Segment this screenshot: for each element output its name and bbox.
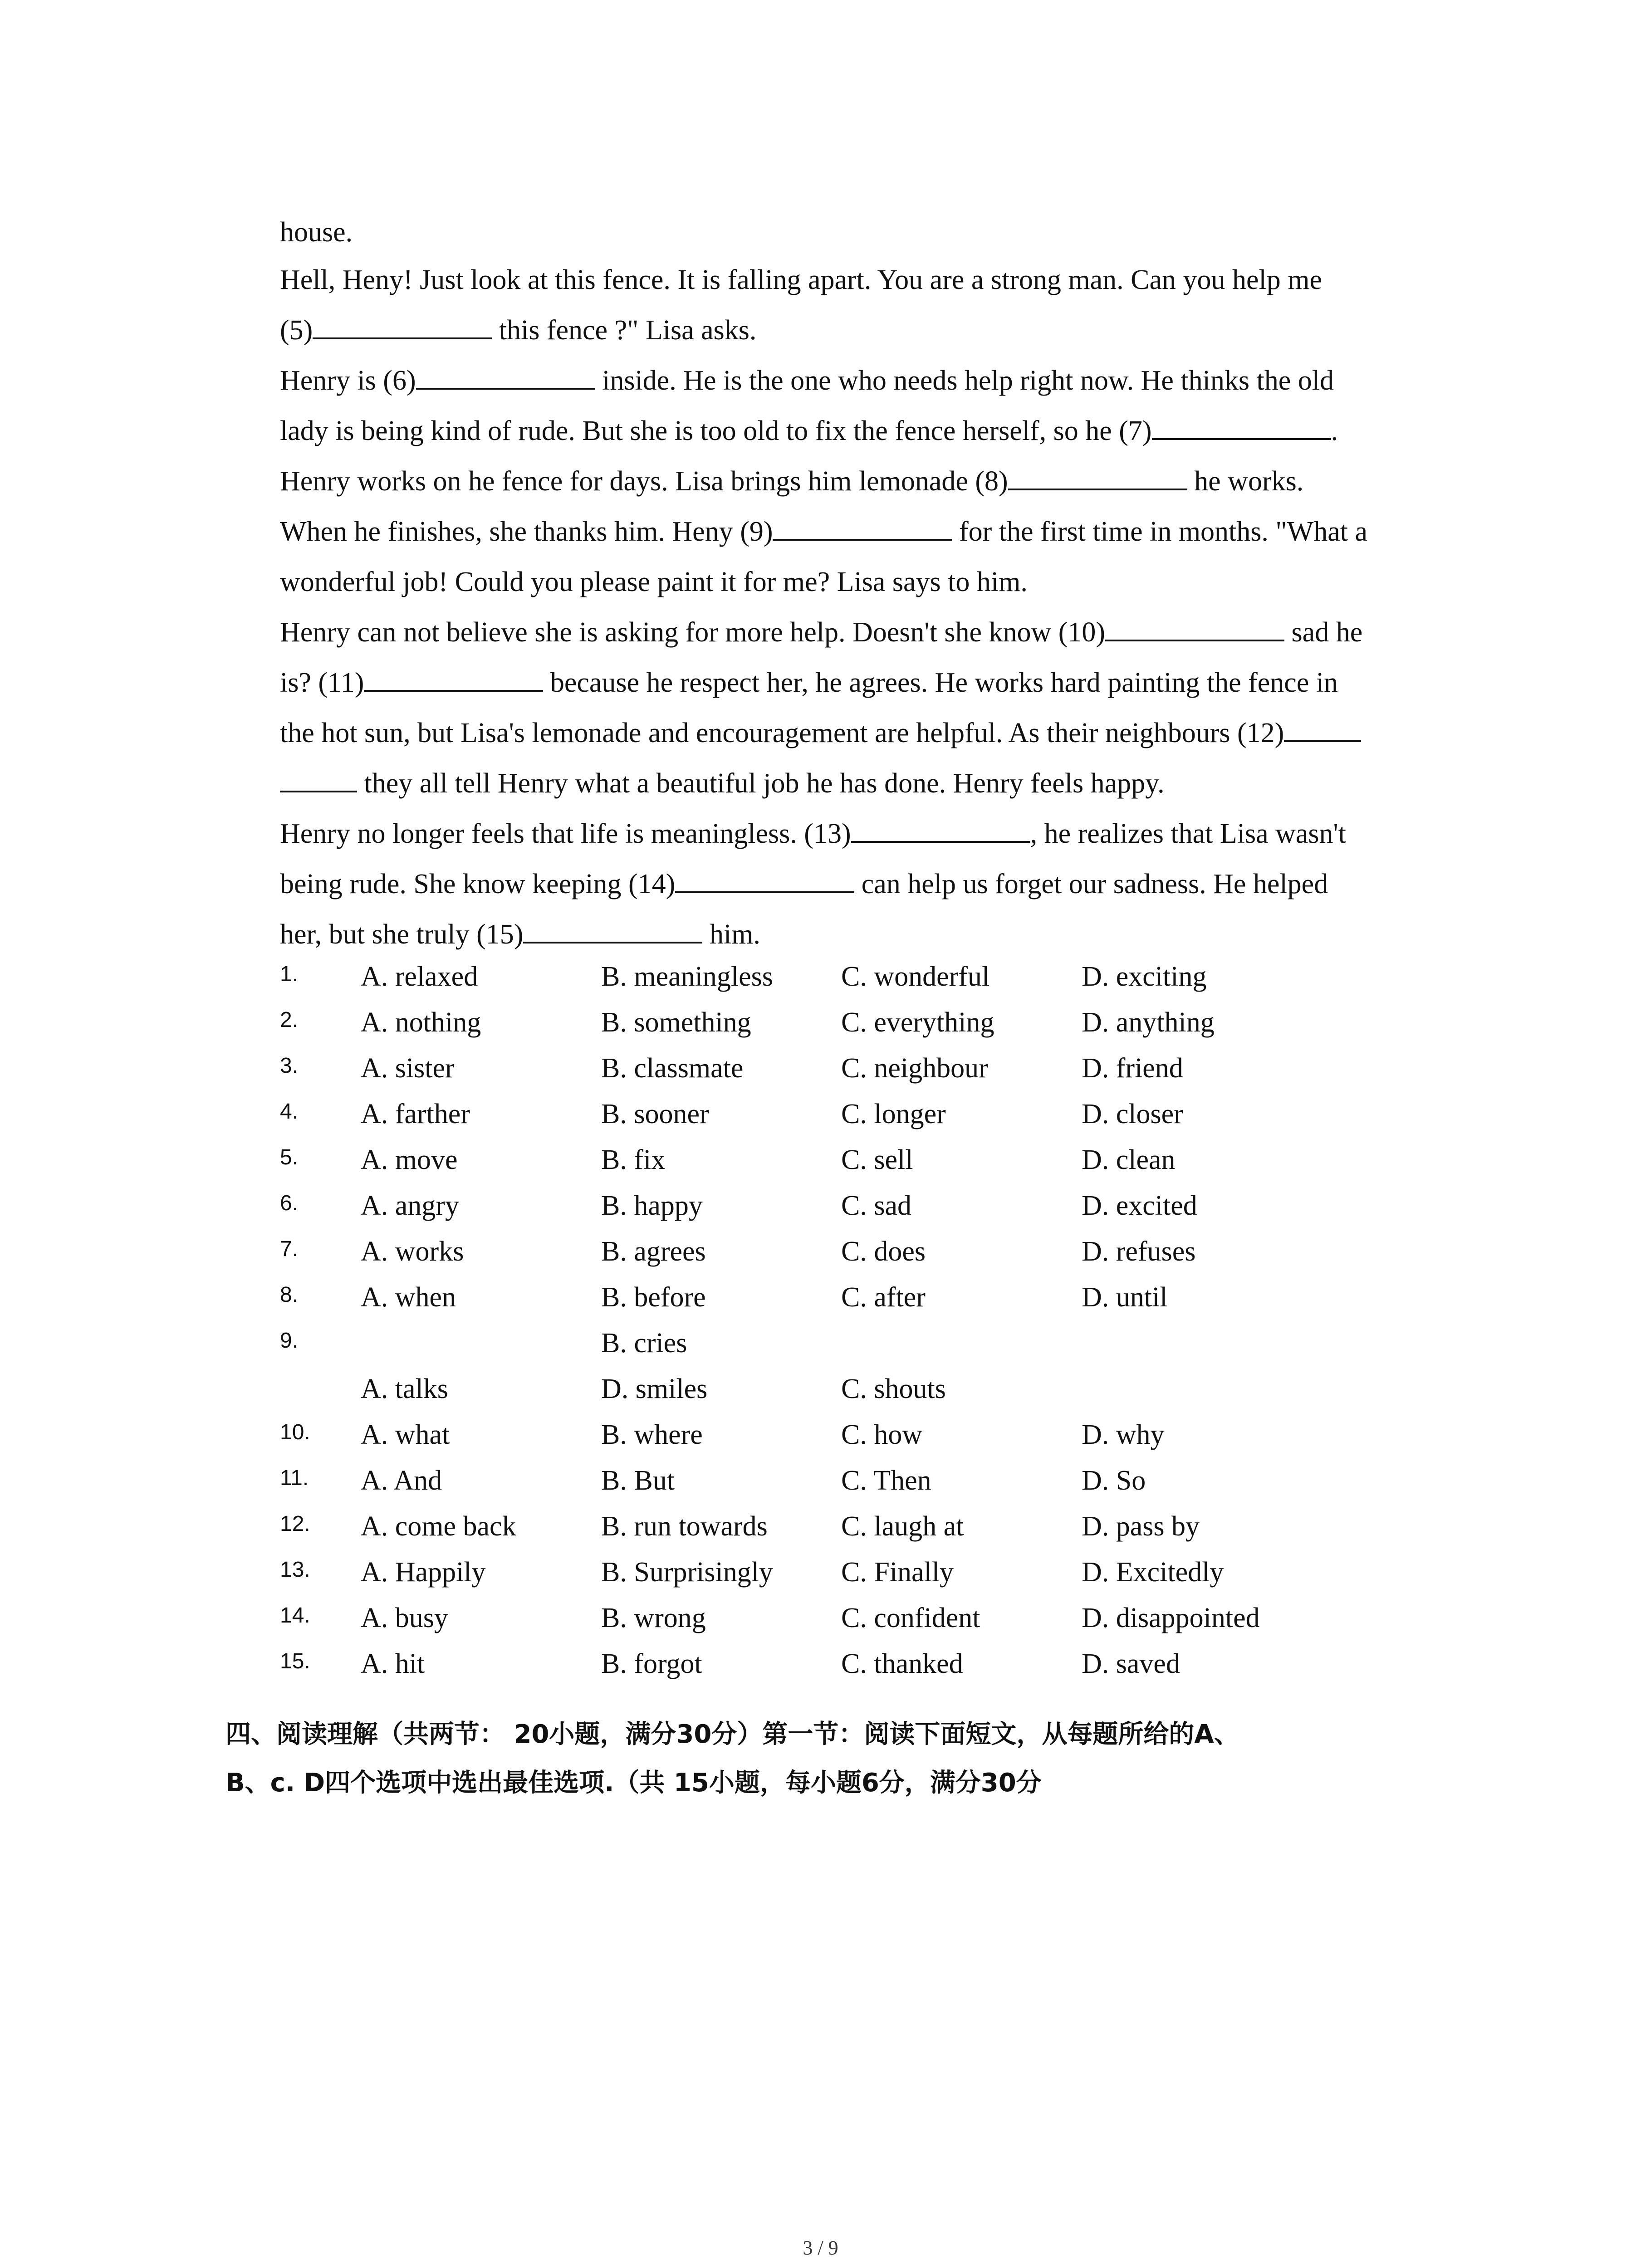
cloze-passage xyxy=(280,210,1460,960)
option-d[interactable]: D. saved xyxy=(1082,1648,1180,1679)
passage-line xyxy=(280,456,1460,507)
option-row xyxy=(280,1183,1369,1229)
answer-blank[interactable] xyxy=(364,665,543,692)
option-a[interactable]: A. when xyxy=(361,1282,456,1313)
passage-text: Henry can not believe she is asking for more help. Doesn't she know (10) xyxy=(280,617,1106,648)
passage-text: Henry is (6) xyxy=(280,365,416,396)
option-b[interactable]: B. Surprisingly xyxy=(601,1557,773,1588)
option-c[interactable]: C. does xyxy=(841,1236,926,1267)
option-b[interactable]: B. meaningless xyxy=(601,961,773,992)
passage-text: Henry no longer feels that life is meaningless. (13) xyxy=(280,818,851,849)
option-a[interactable]: A. angry xyxy=(361,1190,459,1221)
option-a[interactable]: A. busy xyxy=(361,1603,448,1633)
question-number: 5. xyxy=(280,1145,299,1169)
passage-line xyxy=(280,809,1460,859)
options-list xyxy=(280,954,1369,1687)
option-d[interactable]: D. anything xyxy=(1082,1007,1215,1038)
passage-line xyxy=(280,406,1460,456)
passage-line xyxy=(280,859,1460,909)
question-number: 3. xyxy=(280,1054,299,1078)
passage-line xyxy=(280,607,1460,658)
question-number: 11. xyxy=(280,1466,309,1490)
passage-text: house. xyxy=(280,217,353,248)
option-a[interactable]: A. hit xyxy=(361,1648,425,1679)
option-d[interactable]: D. exciting xyxy=(1082,961,1207,992)
passage-text: . xyxy=(1331,415,1338,446)
answer-blank[interactable] xyxy=(313,312,492,339)
passage-text: lady is being kind of rude. But she is too old to fix the fence herself, so he (7) xyxy=(280,415,1152,446)
option-c[interactable]: C. how xyxy=(841,1419,923,1450)
question-number: 13. xyxy=(280,1558,310,1582)
option-row xyxy=(280,1595,1369,1641)
answer-blank[interactable] xyxy=(1008,463,1187,490)
option-c[interactable]: C. sell xyxy=(841,1144,913,1175)
option-b[interactable]: B. run towards xyxy=(601,1511,768,1542)
option-b[interactable]: B. fix xyxy=(601,1144,666,1175)
option-c[interactable]: C. longer xyxy=(841,1099,946,1129)
question-number: 9. xyxy=(280,1329,299,1353)
option-row xyxy=(280,1549,1369,1595)
option-b[interactable]: B. But xyxy=(601,1465,675,1496)
option-d[interactable]: D. excited xyxy=(1082,1190,1197,1221)
answer-blank[interactable] xyxy=(851,816,1030,843)
option-b[interactable]: B. forgot xyxy=(601,1648,702,1679)
passage-line xyxy=(280,210,1460,255)
section-heading-line: 四、阅读理解（共两节： 20小题，满分30分）第一节：阅读下面短文，从每题所给的A、 xyxy=(225,1720,1239,1749)
option-b[interactable]: B. cries xyxy=(601,1328,687,1359)
answer-blank[interactable] xyxy=(1105,614,1284,641)
option-b[interactable]: B. agrees xyxy=(601,1236,706,1267)
option-row xyxy=(280,954,1369,1000)
option-a[interactable]: A. Happily xyxy=(361,1557,486,1588)
answer-blank[interactable] xyxy=(1284,715,1361,742)
passage-text: sad he xyxy=(1284,617,1363,648)
option-row xyxy=(280,1504,1369,1549)
option-c[interactable]: C. after xyxy=(841,1282,926,1313)
option-a[interactable]: A. relaxed xyxy=(361,961,478,992)
option-a[interactable]: A. farther xyxy=(361,1099,470,1129)
option-d[interactable]: D. pass by xyxy=(1082,1511,1200,1542)
section-heading xyxy=(225,1710,1450,1807)
passage-text: the hot sun, but Lisa's lemonade and encouragement are helpful. As their neighbours (12) xyxy=(280,718,1284,748)
answer-blank[interactable] xyxy=(523,916,702,943)
passage-line xyxy=(280,909,1460,960)
option-a[interactable]: A. come back xyxy=(361,1511,516,1542)
question-number: 6. xyxy=(280,1191,299,1215)
option-b[interactable]: B. sooner xyxy=(601,1099,709,1129)
option-d[interactable]: D. why xyxy=(1082,1419,1165,1450)
option-d[interactable]: D. friend xyxy=(1082,1053,1183,1084)
option-row xyxy=(280,1046,1369,1091)
option-c[interactable]: C. confident xyxy=(841,1603,980,1633)
option-a[interactable]: A. talks xyxy=(361,1374,448,1404)
passage-line xyxy=(280,658,1460,708)
question-number: 15. xyxy=(280,1649,310,1673)
passage-text: (5) xyxy=(280,315,313,346)
option-d[interactable]: D. until xyxy=(1082,1282,1168,1313)
option-row xyxy=(280,1137,1369,1183)
question-number: 2. xyxy=(280,1008,299,1032)
question-number: 8. xyxy=(280,1283,299,1307)
option-b[interactable]: B. wrong xyxy=(601,1603,706,1633)
option-row xyxy=(280,1641,1369,1687)
option-a[interactable]: A. what xyxy=(361,1419,450,1450)
passage-text: he works. xyxy=(1187,466,1304,497)
option-d[interactable]: D. Excitedly xyxy=(1082,1557,1224,1588)
option-d[interactable]: D. disappointed xyxy=(1082,1603,1260,1633)
question-number: 12. xyxy=(280,1512,310,1536)
passage-line xyxy=(280,507,1460,557)
option-a[interactable]: A. nothing xyxy=(361,1007,481,1038)
option-c[interactable]: C. sad xyxy=(841,1190,911,1221)
option-a[interactable]: A. sister xyxy=(361,1053,455,1084)
section-heading-line: B、c. D四个选项中选出最佳选项.（共 15小题，每小题6分，满分30分 xyxy=(225,1768,1042,1798)
page-number: 3 / 9 xyxy=(803,2237,838,2259)
option-c[interactable]: C. Then xyxy=(841,1465,931,1496)
option-c[interactable]: C. everything xyxy=(841,1007,994,1038)
option-row xyxy=(280,1091,1369,1137)
answer-blank[interactable] xyxy=(1152,413,1331,440)
question-number: 10. xyxy=(280,1420,310,1444)
passage-line xyxy=(280,305,1460,356)
question-number: 7. xyxy=(280,1237,299,1261)
option-row xyxy=(280,1000,1369,1046)
question-number: 1. xyxy=(280,962,299,986)
option-c[interactable]: C. thanked xyxy=(841,1648,963,1679)
passage-line xyxy=(280,255,1460,305)
passage-text: her, but she truly (15) xyxy=(280,919,524,950)
passage-line xyxy=(280,356,1460,406)
option-row xyxy=(280,1412,1369,1458)
option-c[interactable]: C. laugh at xyxy=(841,1511,964,1542)
answer-blank[interactable] xyxy=(675,866,854,893)
option-c[interactable]: C. neighbour xyxy=(841,1053,988,1084)
answer-blank[interactable] xyxy=(416,362,595,390)
option-row xyxy=(280,1320,1369,1366)
option-a[interactable]: A. And xyxy=(361,1465,442,1496)
passage-text: inside. He is the one who needs help right now. He thinks the old xyxy=(595,365,1334,396)
option-c[interactable]: C. Finally xyxy=(841,1557,954,1588)
option-c[interactable]: C. wonderful xyxy=(841,961,990,992)
option-d[interactable]: D. refuses xyxy=(1082,1236,1196,1267)
passage-text: they all tell Henry what a beautiful job he has done. Henry feels happy. xyxy=(357,768,1165,799)
passage-text: Henry works on he fence for days. Lisa brings him lemonade (8) xyxy=(280,466,1008,497)
option-row xyxy=(280,1366,1369,1412)
option-d[interactable]: D. clean xyxy=(1082,1144,1176,1175)
option-d[interactable]: D. smiles xyxy=(601,1374,708,1404)
option-row xyxy=(280,1458,1369,1504)
passage-text: because he respect her, he agrees. He works hard painting the fence in xyxy=(543,667,1338,698)
passage-line xyxy=(280,557,1460,607)
passage-line xyxy=(280,708,1460,758)
answer-blank[interactable] xyxy=(280,765,357,792)
passage-text: wonderful job! Could you please paint it for me? Lisa says to him. xyxy=(280,567,1028,597)
passage-text: When he finishes, she thanks him. Heny (9) xyxy=(280,516,773,547)
option-row xyxy=(280,1229,1369,1275)
passage-text: Hell, Heny! Just look at this fence. It is falling apart. You are a strong man. Can you help me xyxy=(280,264,1322,295)
passage-text: him. xyxy=(702,919,760,950)
passage-text: this fence ?" Lisa asks. xyxy=(492,315,757,346)
passage-line xyxy=(280,758,1460,809)
option-b[interactable]: B. before xyxy=(601,1282,706,1313)
option-b[interactable]: B. happy xyxy=(601,1190,703,1221)
passage-text: can help us forget our sadness. He helped xyxy=(854,869,1328,899)
answer-blank[interactable] xyxy=(773,513,952,541)
option-c[interactable]: C. shouts xyxy=(841,1374,946,1404)
option-b[interactable]: B. something xyxy=(601,1007,751,1038)
option-d[interactable]: D. So xyxy=(1082,1465,1146,1496)
question-number: 14. xyxy=(280,1603,310,1628)
option-d[interactable]: D. closer xyxy=(1082,1099,1183,1129)
option-a[interactable]: A. works xyxy=(361,1236,464,1267)
option-a[interactable]: A. move xyxy=(361,1144,458,1175)
passage-text: is? (11) xyxy=(280,667,364,698)
passage-text: being rude. She know keeping (14) xyxy=(280,869,676,899)
option-row xyxy=(280,1275,1369,1320)
option-b[interactable]: B. classmate xyxy=(601,1053,744,1084)
question-number: 4. xyxy=(280,1100,299,1124)
option-b[interactable]: B. where xyxy=(601,1419,703,1450)
passage-text: for the first time in months. "What a xyxy=(952,516,1367,547)
passage-text: , he realizes that Lisa wasn't xyxy=(1030,818,1346,849)
